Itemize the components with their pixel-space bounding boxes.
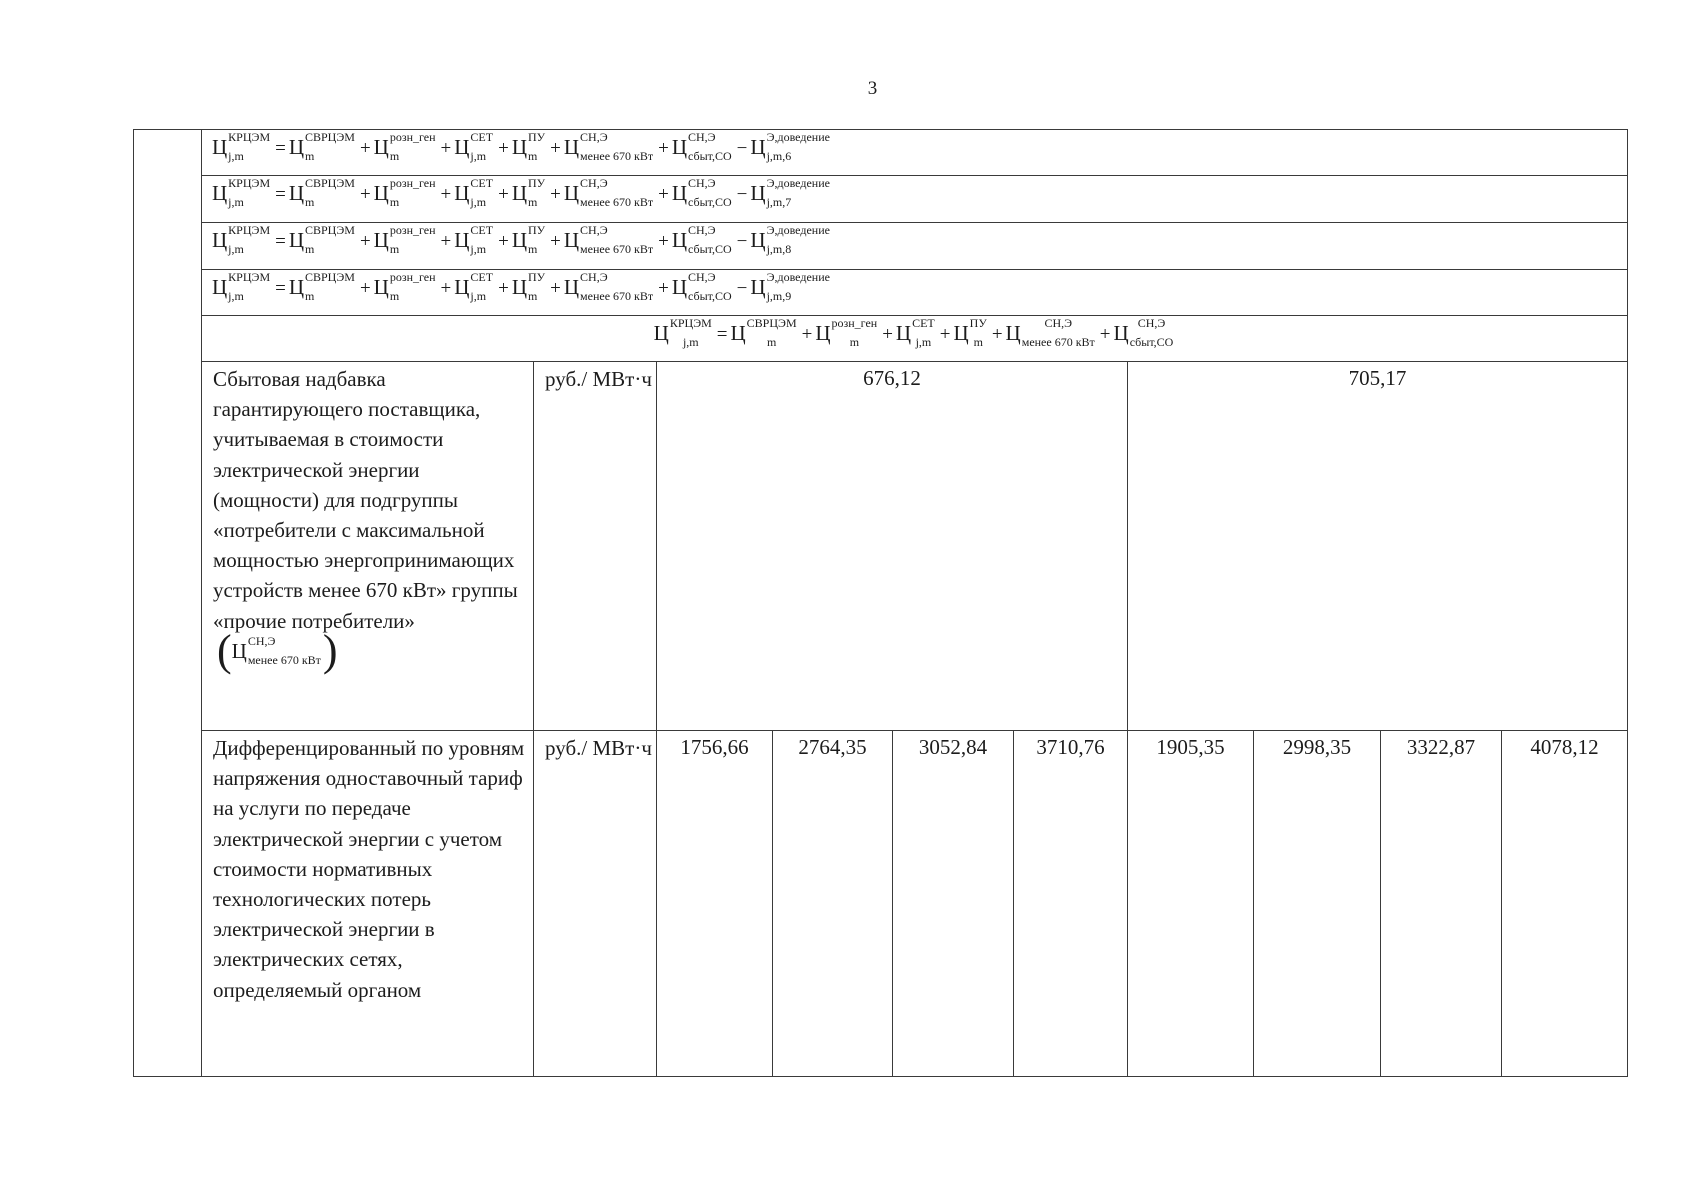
formula-term <box>374 225 438 255</box>
term-superscript: СН,Э <box>1137 316 1166 330</box>
formula-operator: + <box>658 230 669 252</box>
term-superscript: СН,Э <box>580 130 608 144</box>
term-base: Ц <box>212 274 228 299</box>
term-base: Ц <box>231 638 247 663</box>
term-superscript: розн_ген <box>389 130 436 144</box>
term-superscript: Э,доведение <box>766 223 830 237</box>
term-superscript: СН,Э <box>580 223 608 237</box>
term-superscript: СВРЦЭМ <box>305 176 355 190</box>
formula-operator: + <box>939 323 951 345</box>
term-superscript: СВРЦЭМ <box>305 223 355 237</box>
formula-operator: = <box>275 183 286 205</box>
formula-operator: + <box>498 137 509 159</box>
term-base: Ц <box>511 180 527 205</box>
term-subscript: j,m <box>470 195 487 209</box>
term-superscript: ПУ <box>527 223 546 237</box>
term-subscript: менее 670 кВт <box>247 652 321 667</box>
term-superscript: розн_ген <box>831 316 878 330</box>
markup-value-cell: 705,17 <box>1128 362 1628 731</box>
formula-term <box>512 225 547 255</box>
markup-description-cell <box>202 362 534 731</box>
formula-operator: = <box>275 277 286 299</box>
term-base: Ц <box>373 274 389 299</box>
formula-operator: + <box>440 277 452 299</box>
formula-term <box>953 318 988 348</box>
term-subscript: j,m,7 <box>766 195 792 209</box>
term-subscript: j,m <box>682 335 699 349</box>
term-subscript: j,m <box>228 195 244 209</box>
formula-term <box>454 272 495 302</box>
term-subscript: менее 670 кВт <box>1021 335 1095 349</box>
formula-operator: + <box>658 137 669 159</box>
markup-row <box>134 362 1628 731</box>
formula-operator: + <box>498 183 509 205</box>
formula-term <box>564 178 655 208</box>
term-base: Ц <box>750 180 766 205</box>
term-subscript: m <box>527 289 538 303</box>
term-base: Ц <box>563 180 580 205</box>
formula-term <box>731 318 799 348</box>
formula-row <box>134 176 1628 223</box>
term-subscript: m <box>389 289 400 303</box>
term-superscript: СЕТ <box>470 223 494 237</box>
formula-operator: = <box>716 323 728 345</box>
formula-term <box>289 225 357 255</box>
term-subscript: m <box>766 335 777 349</box>
term-subscript: j,m <box>470 149 487 163</box>
formula-term <box>672 178 734 208</box>
term-base: Ц <box>671 274 688 299</box>
term-base: Ц <box>454 227 470 252</box>
formula-term <box>512 272 547 302</box>
term-superscript: Э,доведение <box>766 130 830 144</box>
term-superscript: СН,Э <box>688 270 716 284</box>
formula-operator: + <box>658 277 669 299</box>
formula-term <box>512 178 547 208</box>
term-superscript: СЕТ <box>470 176 494 190</box>
term-superscript: СВРЦЭМ <box>305 130 355 144</box>
formula-term <box>896 318 937 348</box>
term-subscript: m <box>973 335 983 349</box>
formula-row <box>134 270 1628 316</box>
term-superscript: СЕТ <box>470 130 494 144</box>
term-base: Ц <box>1113 320 1129 345</box>
term-superscript: розн_ген <box>389 176 436 190</box>
formula-operator: + <box>359 183 371 205</box>
tariff-value-cell: 1905,35 <box>1128 731 1254 1077</box>
formula-term <box>454 132 495 162</box>
tariff-value-cell: 4078,12 <box>1502 731 1628 1077</box>
formula-term <box>454 225 495 255</box>
formula-operator: + <box>359 230 371 252</box>
term-subscript: сбыт,СО <box>688 289 732 303</box>
term-subscript: j,m <box>228 242 244 256</box>
formula-term <box>289 132 357 162</box>
formula-operator: + <box>440 183 452 205</box>
term-superscript: СН,Э <box>580 176 608 190</box>
formula-cell <box>202 316 1628 362</box>
formula-cell <box>202 176 1628 223</box>
tariff-value-cell: 3052,84 <box>893 731 1014 1077</box>
term-subscript: j,m <box>915 335 932 349</box>
term-subscript: m <box>527 242 538 256</box>
formula-term <box>289 178 357 208</box>
term-subscript: m <box>849 335 860 349</box>
formula-term <box>564 272 655 302</box>
term-base: Ц <box>212 134 228 159</box>
term-base: Ц <box>212 180 228 205</box>
term-subscript: m <box>527 195 538 209</box>
tariff-value-cell: 2998,35 <box>1254 731 1381 1077</box>
term-subscript: m <box>305 289 315 303</box>
tariff-row <box>134 731 1628 1077</box>
term-base: Ц <box>671 227 688 252</box>
formula-term <box>231 633 323 667</box>
term-base: Ц <box>653 320 669 345</box>
term-superscript: ПУ <box>527 130 546 144</box>
formula-term <box>564 225 655 255</box>
formula-term <box>212 132 272 162</box>
term-superscript: СН,Э <box>247 633 276 648</box>
term-superscript: розн_ген <box>389 223 436 237</box>
term-base: Ц <box>563 274 580 299</box>
term-base: Ц <box>288 180 304 205</box>
tariff-unit: руб./ МВт·ч <box>534 731 657 1077</box>
formula-operator: + <box>801 323 813 345</box>
formula-term <box>672 225 734 255</box>
formula-operator: − <box>736 230 748 252</box>
formula-cell <box>202 130 1628 176</box>
formula-term <box>1006 318 1097 348</box>
term-base: Ц <box>563 134 580 159</box>
term-base: Ц <box>671 180 688 205</box>
formula-operator: = <box>275 137 286 159</box>
formula-term <box>1114 318 1176 348</box>
formula-operator: + <box>440 137 452 159</box>
markup-symbol: ( Ц СН,Э менее 670 кВт ) <box>217 625 338 675</box>
formula-operator: + <box>359 137 371 159</box>
formula-term <box>815 318 879 348</box>
formula-operator: − <box>736 277 748 299</box>
term-subscript: менее 670 кВт <box>580 289 654 303</box>
formula-operator: + <box>550 137 561 159</box>
term-base: Ц <box>373 227 389 252</box>
formula-row <box>134 130 1628 176</box>
term-base: Ц <box>563 227 580 252</box>
term-base: Ц <box>750 274 766 299</box>
term-base: Ц <box>953 320 969 345</box>
term-superscript: КРЦЭМ <box>228 176 271 190</box>
term-base: Ц <box>454 274 470 299</box>
formula-operator: + <box>550 230 561 252</box>
formula-row <box>134 223 1628 270</box>
formula-operator: + <box>658 183 669 205</box>
formula-operator: = <box>275 230 286 252</box>
formula-term <box>289 272 357 302</box>
term-subscript: m <box>389 195 400 209</box>
formula-term <box>750 272 832 302</box>
term-superscript: ПУ <box>969 316 987 330</box>
term-subscript: j,m,9 <box>766 289 792 303</box>
term-base: Ц <box>373 180 389 205</box>
formula-operator: − <box>736 137 748 159</box>
term-subscript: j,m <box>228 289 244 303</box>
term-base: Ц <box>511 134 527 159</box>
formula-operator: + <box>550 277 561 299</box>
term-superscript: СВРЦЭМ <box>305 270 355 284</box>
formula-cell <box>202 223 1628 270</box>
term-superscript: СЕТ <box>912 316 935 330</box>
term-base: Ц <box>288 274 304 299</box>
term-base: Ц <box>454 180 470 205</box>
term-superscript: розн_ген <box>389 270 436 284</box>
term-subscript: m <box>389 242 400 256</box>
markup-unit: руб./ МВт·ч <box>534 362 657 731</box>
formula-term <box>212 225 272 255</box>
formula-cell <box>202 270 1628 316</box>
term-subscript: менее 670 кВт <box>580 195 654 209</box>
term-subscript: j,m,6 <box>766 149 792 163</box>
formula-term <box>374 132 438 162</box>
term-superscript: КРЦЭМ <box>228 223 271 237</box>
term-subscript: j,m <box>470 289 487 303</box>
formula-row-no-delivery <box>134 316 1628 362</box>
term-base: Ц <box>895 320 912 345</box>
term-subscript: сбыт,СО <box>688 195 732 209</box>
term-superscript: СН,Э <box>1044 316 1073 330</box>
term-superscript: ПУ <box>527 270 546 284</box>
formula-term <box>212 178 272 208</box>
term-superscript: КРЦЭМ <box>228 130 271 144</box>
term-subscript: m <box>389 149 400 163</box>
term-base: Ц <box>212 227 228 252</box>
term-base: Ц <box>671 134 688 159</box>
formula-term <box>750 178 832 208</box>
formula-term <box>654 318 714 348</box>
formula-operator: + <box>440 230 452 252</box>
term-superscript: Э,доведение <box>766 270 830 284</box>
term-base: Ц <box>288 227 304 252</box>
term-superscript: СЕТ <box>470 270 494 284</box>
tariff-value-cell: 1756,66 <box>657 731 773 1077</box>
formula-term <box>374 272 438 302</box>
markup-value-cell: 676,12 <box>657 362 1128 731</box>
term-subscript: j,m <box>228 149 244 163</box>
term-superscript: СН,Э <box>580 270 608 284</box>
term-superscript: КРЦЭМ <box>228 270 271 284</box>
formula-term <box>374 178 438 208</box>
term-base: Ц <box>373 134 389 159</box>
formula-operator: + <box>991 323 1003 345</box>
term-base: Ц <box>750 227 766 252</box>
formula-operator: − <box>736 183 748 205</box>
tariff-value-cell: 3710,76 <box>1014 731 1128 1077</box>
formula-term <box>454 178 495 208</box>
term-subscript: j,m <box>470 242 487 256</box>
formula-term <box>512 132 547 162</box>
term-subscript: менее 670 кВт <box>580 149 654 163</box>
term-subscript: m <box>527 149 538 163</box>
term-subscript: менее 670 кВт <box>580 242 654 256</box>
term-subscript: сбыт,СО <box>1129 335 1174 349</box>
term-base: Ц <box>815 320 831 345</box>
formula-term <box>672 272 734 302</box>
formula-term <box>750 132 832 162</box>
formula-term <box>672 132 734 162</box>
term-subscript: m <box>305 195 315 209</box>
term-subscript: j,m,8 <box>766 242 792 256</box>
tariff-value-cell: 2764,35 <box>773 731 893 1077</box>
term-base: Ц <box>511 227 527 252</box>
formula-operator: + <box>1099 323 1111 345</box>
term-superscript: ПУ <box>527 176 546 190</box>
term-superscript: Э,доведение <box>766 176 830 190</box>
formula-operator: + <box>882 323 893 345</box>
tariff-value-cell: 3322,87 <box>1381 731 1502 1077</box>
formula-operator: + <box>359 277 371 299</box>
term-superscript: СН,Э <box>688 223 716 237</box>
term-superscript: СН,Э <box>688 130 716 144</box>
term-subscript: m <box>305 242 315 256</box>
term-base: Ц <box>454 134 470 159</box>
tariff-table <box>133 129 1628 1077</box>
term-subscript: сбыт,СО <box>688 149 732 163</box>
term-superscript: СВРЦЭМ <box>746 316 797 330</box>
term-base: Ц <box>730 320 746 345</box>
formula-term <box>564 132 655 162</box>
term-subscript: сбыт,СО <box>688 242 732 256</box>
term-subscript: m <box>305 149 315 163</box>
formula-operator: + <box>498 277 509 299</box>
formula-term <box>212 272 272 302</box>
formula-operator: + <box>550 183 561 205</box>
term-superscript: СН,Э <box>688 176 716 190</box>
left-margin-cell <box>134 130 202 1077</box>
term-base: Ц <box>288 134 304 159</box>
term-base: Ц <box>511 274 527 299</box>
term-superscript: КРЦЭМ <box>669 316 712 330</box>
formula-operator: + <box>498 230 509 252</box>
term-base: Ц <box>750 134 766 159</box>
tariff-description: Дифференцированный по уровням напряжения одноставочный тариф на услуги по передаче электрической энергии с учетом стоимости нормативных технологических потерь электрической энергии в электрических сетях, определяемый органом <box>202 731 534 1077</box>
page-number: 3 <box>867 78 878 99</box>
markup-description: Сбытовая надбавка гарантирующего поставщика, учитываемая в стоимости электрической энергии (мощности) для подгруппы «потребители с максимальной мощностью энергопринимающих устройств менее 670 кВт» группы «прочие потребители» <box>213 367 518 633</box>
term-base: Ц <box>1005 320 1021 345</box>
formula-term <box>750 225 832 255</box>
